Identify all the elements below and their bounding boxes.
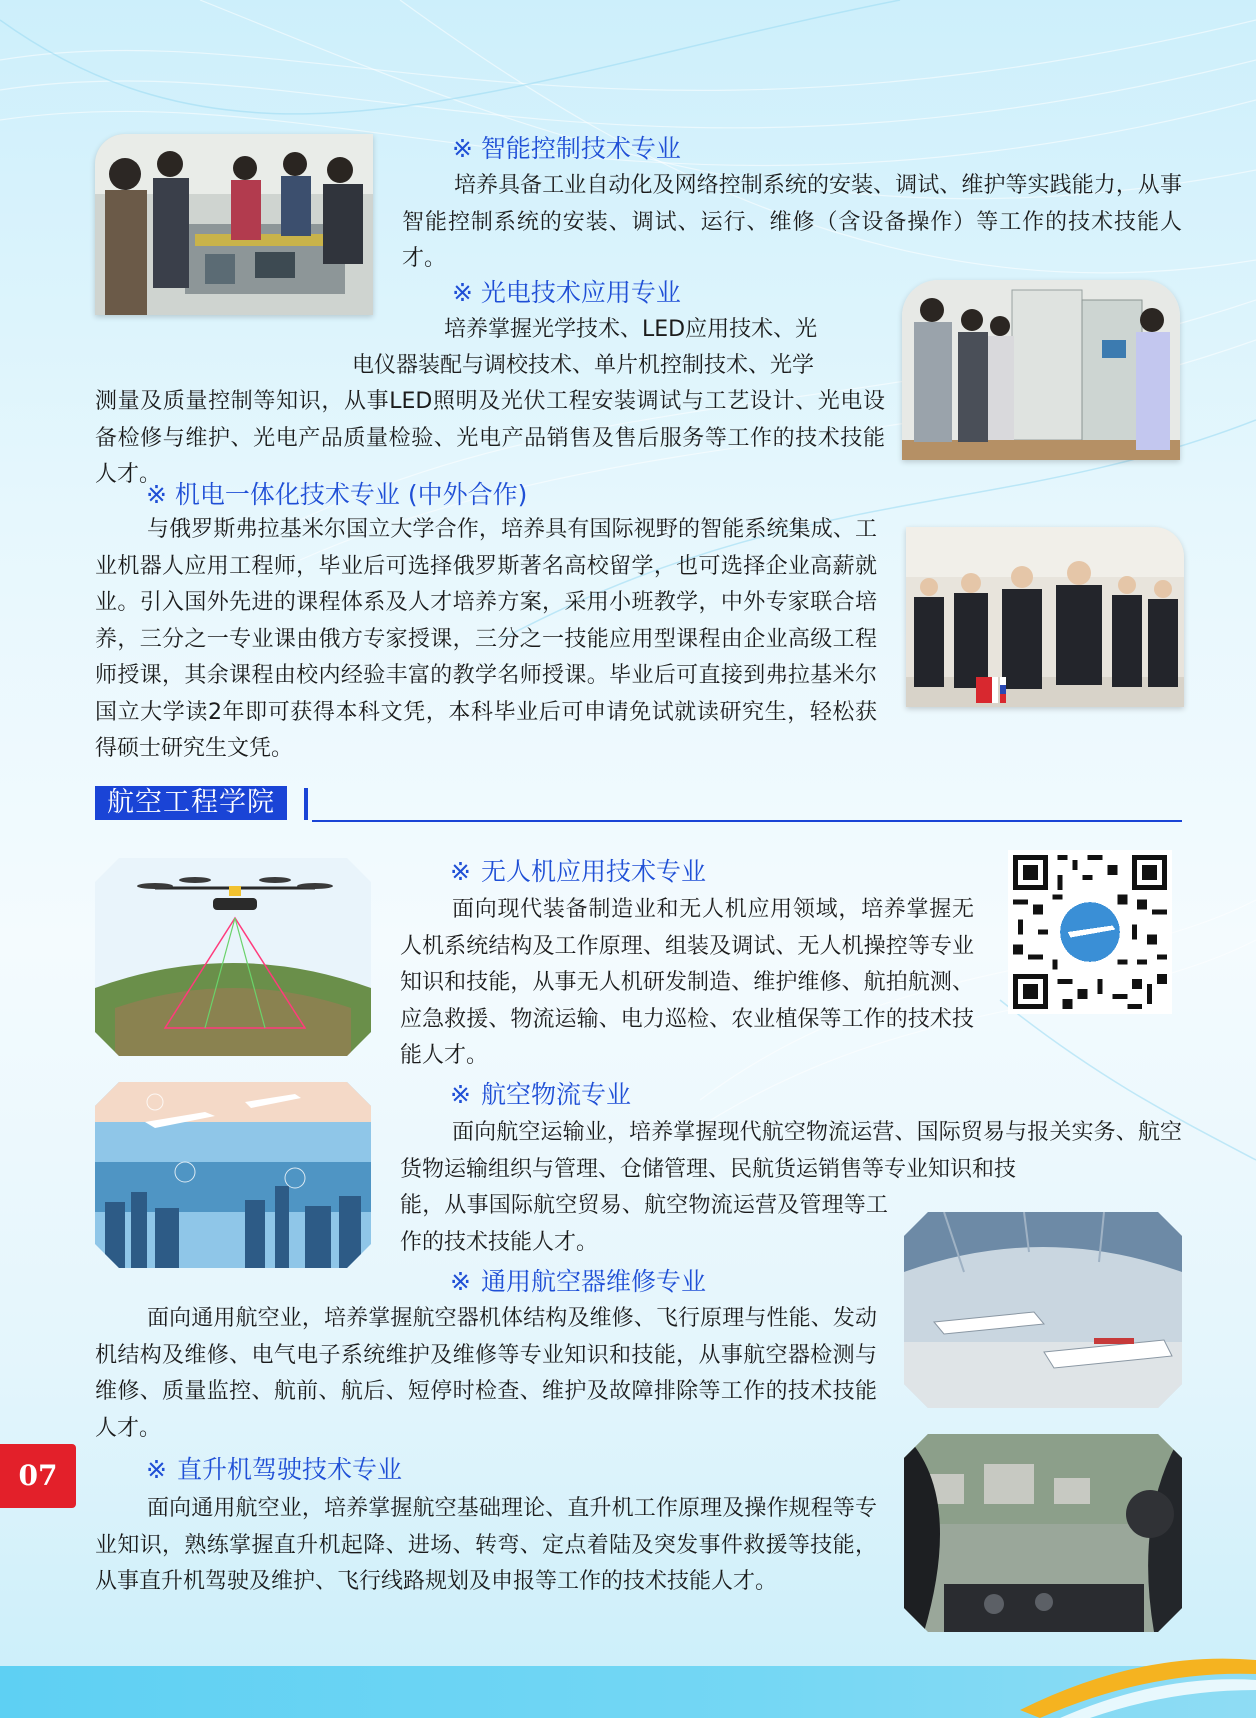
intelligent-control-description: 培养具备工业自动化及网络控制系统的安装、调试、维护等实践能力，从事智能控制系统的安装、调试、运行、维修（含设备操作）等工作的技术技能人才。 [402,173,1182,271]
optoelectronics-description-rest: 测量及质量控制等知识，从事LED照明及光伏工程安装调试与工艺设计、光电设备检修与维护、光电产品质量检验、光电产品销售及售后服务等工作的技术技能人才。 [95,389,885,487]
air-logistics-description-wide: 面向航空运输业，培养掌握现代航空物流运营、国际贸易与报关实务、航空货物运输组织与管理、仓储管理、民航货运销售等专业知识和技 [400,1120,1182,1182]
aircraft-maintenance-heading-title: 通用航空器维修专业 [480,1267,706,1296]
aircraft-maintenance-description: 面向通用航空业，培养掌握航空器机体结构及维修、飞行原理与性能、发动机结构及维修、电气电子系统维护及维修等专业知识和技能，从事航空器检测与维修、质量监控、航前、航后、短停时检查、维护及故障排除等工作的技术技能人才。 [95,1306,877,1441]
section-title-accent [304,788,308,820]
helicopter-heading-title: 直升机驾驶技术专业 [176,1455,402,1484]
helicopter-cockpit-photo [904,1434,1182,1632]
uav-heading-mark: ※ [450,857,471,886]
helicopter-heading [146,1452,402,1488]
air-logistics-heading-title: 航空物流专业 [480,1080,631,1109]
intelligent-control-heading: ※ 智能控制技术专业 [452,134,681,163]
uav-heading [450,854,706,890]
mechatronics-description: 与俄罗斯弗拉基米尔国立大学合作，培养具有国际视野的智能系统集成、工业机器人应用工程师，毕业后可选择俄罗斯著名高校留学，也可选择企业高薪就业。引入国外先进的课程体系及人才培养方案，采用小班教学，中外专家联合培养，三分之一专业课由俄方专家授课，三分之一技能应用型课程由企业高级工程师授课，其余课程由校内经验丰富的教学名师授课。毕业后可直接到弗拉基米尔国立大学读2年即可获得本科文凭，本科毕业后可申请免试就读研究生，轻松获得硕士研究生文凭。 [95,517,877,761]
optoelectronics-description-line2: 电仪器装配与调校技术、单片机控制技术、光学 [352,353,815,378]
uav-description: 面向现代装备制造业和无人机应用领域，培养掌握无人机系统结构及工作原理、组装及调试、无人机操控等专业知识和技能，从事无人机研发制造、维护维修、航拍航测、应急救援、物流运输、电力巡检、农业植保等工作的技术技能人才。 [400,897,974,1068]
optoelectronics-lab-photo [902,280,1180,460]
helicopter-heading-mark: ※ [146,1455,167,1484]
optoelectronics-heading: ※ 光电技术应用专业 [452,278,681,307]
aircraft-maintenance-heading-mark: ※ [450,1267,471,1296]
mechatronics-heading: ※ 机电一体化技术专业 (中外合作) [146,480,528,509]
air-logistics-description-narrow: 能，从事国际航空贸易、航空物流运营及管理等工作的技术技能人才。 [400,1193,888,1255]
drone-photo [95,858,371,1056]
page-number-badge: 07 [0,1444,76,1508]
students-lab-photo [95,134,373,315]
section-title-aviation: 航空工程学院 [95,786,287,820]
air-logistics-heading [450,1077,631,1113]
section-divider [312,820,1182,822]
uav-heading-title: 无人机应用技术专业 [480,857,706,886]
cooperation-signing-photo [906,527,1184,707]
air-logistics-heading-mark: ※ [450,1080,471,1109]
aircraft-hangar-photo [904,1212,1182,1408]
helicopter-description: 面向通用航空业，培养掌握航空基础理论、直升机工作原理及操作规程等专业知识，熟练掌握直升机起降、进场、转弯、定点着陆及突发事件救援等技能，从事直升机驾驶及维护、飞行线路规划及申报等工作的技术技能人才。 [95,1496,877,1594]
aircraft-maintenance-heading [450,1264,706,1300]
optoelectronics-description-line1: 培养掌握光学技术、LED应用技术、光 [444,317,818,342]
footer-swoosh [1020,1640,1256,1718]
qr-code[interactable] [1008,850,1172,1014]
air-logistics-city-photo [95,1082,371,1268]
